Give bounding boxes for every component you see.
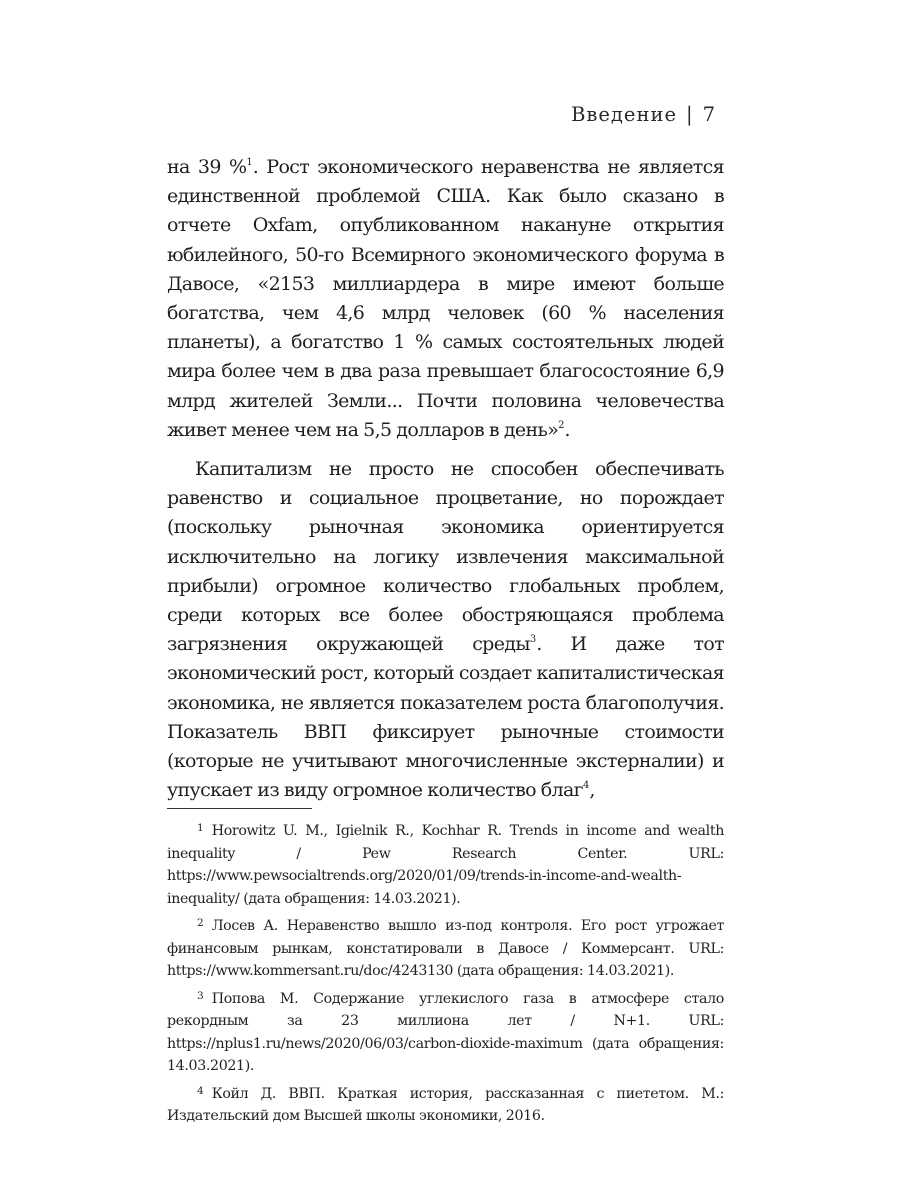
header-separator: | (686, 103, 694, 126)
paragraph-2-text-a: Капитализм не просто не способен обеспечивать равенство и социальное процветание, но порождает (поскольку рыночная экономика ориентируется исключительно на логику извлечения максимальной прибыли) огромное количество глобальных проблем, среди которых все более обостряющаяся проблема загрязнения окружающей среды (167, 458, 724, 656)
paragraph-1-text-a: на 39 % (167, 156, 247, 178)
footnotes (167, 820, 724, 1133)
footnote (167, 988, 724, 1078)
footnote (167, 915, 724, 983)
footnote (167, 1083, 724, 1128)
paragraph-2-text-b: . И даже тот экономический рост, который создает капиталистическая экономика, не является показателем роста благополучия. Показатель ВВП фиксирует рыночные стоимости (которые не учитывают многочисленные экстерналии) и упускает из виду огромное количество благ (167, 633, 725, 802)
footnote-number: 3 (197, 989, 204, 1002)
footnote-number: 2 (197, 917, 204, 929)
footnote-text: Лосев А. Неравенство вышло из-под контроля. Его рост угрожает финансовым рынкам, констатировали в Давосе / Коммерсант. URL: https://www.kommersant.ru/doc/4243130 (дата обращения: 14.03.2021). (167, 918, 724, 979)
footnote-ref-1: 1 (246, 157, 253, 168)
paragraph-2-text-c: , (589, 779, 595, 802)
footnote-number: 4 (197, 1084, 204, 1097)
chapter-title: Введение (571, 103, 677, 126)
paragraph-2 (167, 455, 724, 805)
footnote-ref-3: 3 (529, 634, 537, 646)
footnote (167, 820, 724, 910)
running-head (571, 103, 716, 126)
footnote-text: Попова М. Содержание углекислого газа в атмосфере стало рекордным за 23 миллиона лет / N+1. URL: https://nplus1.ru/news/2020/06/03/carbon-dioxide-maximum (дата обращения: 14.03.2021). (167, 990, 724, 1074)
footnote-ref-4: 4 (583, 780, 590, 792)
footnote-ref-2: 2 (558, 419, 565, 431)
footnote-number: 1 (197, 822, 204, 834)
paragraph-1 (167, 153, 724, 445)
footnote-divider (167, 808, 312, 809)
footnote-text: Horowitz U. M., Igielnik R., Kochhar R. Trends in income and wealth inequality / Pew Research Center. URL: https://www.pewsocialtrends.org/2020/01/09/trends-in-income-and-wealth-inequality/ (дата обращения: 14.03.2021). (167, 823, 724, 907)
paragraph-1-text-c: . (564, 418, 570, 441)
main-text (167, 153, 724, 805)
page-number: 7 (702, 103, 716, 126)
paragraph-1-text-b: . Рост экономического неравенства не является единственной проблемой США. Как было сказано в отчете Oxfam, опубликованном накануне открытия юбилейного, 50-го Всемирного экономического форума в Давосе, «2153 миллиардера в мире имеют больше богатства, чем 4,6 млрд человек (60 % населения планеты), а богатство 1 % самых состоятельных людей мира более чем в два раза превышает благосостояние 6,9 млрд жителей Земли... Почти половина человечества живет менее чем на 5,5 долларов в день» (167, 156, 724, 441)
footnote-text: Койл Д. ВВП. Краткая история, рассказанная с пиететом. М.: Издательский дом Высшей школы экономики, 2016. (167, 1085, 724, 1124)
